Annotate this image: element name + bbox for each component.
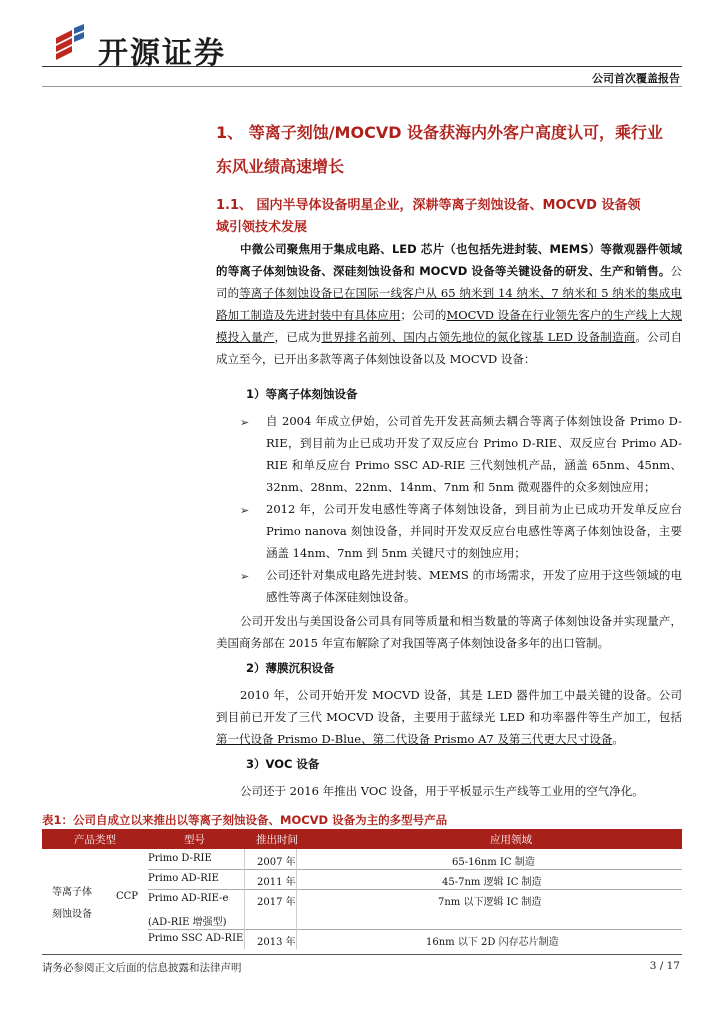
table-title: 表1：公司自成立以来推出以等离子刻蚀设备、MOCVD 设备为主的多型号产品 bbox=[42, 813, 448, 827]
subsection-title-line1: 1.1、 国内半导体设备明星企业，深耕等离子刻蚀设备、MOCVD 设备领 bbox=[216, 198, 641, 213]
footer-disclaimer: 请务必参阅正文后面的信息披露和法律声明 bbox=[42, 962, 242, 974]
bullet-item: 2012 年，公司开发电感性等离子体刻蚀设备，到目前为止已成功开发单反应台 Primo nanova 刻蚀设备，并同时开发双反应台电感性等离子体刻蚀设备，主要涵盖 14nm、7nm 到 5nm 关键尺寸的刻蚀应用； bbox=[266, 502, 682, 560]
table-cell-year: 2007 年 bbox=[257, 857, 296, 868]
header-divider-lower bbox=[42, 86, 682, 87]
film-underline: 第一代设备 Prismo D-Blue、第二代设备 Prismo A7 及第三代更大尺寸设备 bbox=[216, 732, 613, 746]
intro-bold: 中微公司聚焦用于集成电路、LED 芯片（也包括先进封装、MEMS）等微观器件领域的等离子体刻蚀设备、深硅刻蚀设备和 MOCVD 设备等关键设备的研发、生产和销售。 bbox=[216, 242, 682, 278]
brand-logo-icon bbox=[48, 24, 88, 64]
table-cell-model-note: (AD-RIE 增强型) bbox=[148, 917, 227, 928]
table-cell-model: Primo D-RIE bbox=[148, 853, 212, 864]
film-text: 。 bbox=[612, 732, 624, 746]
etch-closing-paragraph: 公司开发出与美国设备公司具有同等质量和相当数量的等离子体刻蚀设备并实现量产，美国商务部在 2015 年宣布解除了对我国等离子体刻蚀设备多年的出口管制。 bbox=[216, 614, 682, 650]
table-header-cell: 型号 bbox=[184, 834, 205, 846]
table-header bbox=[42, 829, 682, 849]
page-number: 3 / 17 bbox=[649, 960, 680, 972]
table-row-divider bbox=[148, 869, 682, 870]
film-text: 2010 年，公司开始开发 MOCVD 设备，其是 LED 器件加工中最关键的设备。公司到目前已开发了三代 MOCVD 设备，主要用于蓝绿光 LED 和功率器件等生产加工，包括 bbox=[216, 688, 682, 724]
table-cell-year: 2017 年 bbox=[257, 897, 296, 908]
intro-text: 公司的 bbox=[216, 264, 682, 300]
sub-heading-etch: 1）等离子体刻蚀设备 bbox=[246, 387, 358, 401]
intro-text: 。公司自成立至今，已开出多款等离子体刻蚀设备以及 MOCVD 设备： bbox=[216, 330, 683, 366]
intro-text: ，已成为 bbox=[274, 330, 322, 344]
header-divider bbox=[42, 66, 682, 67]
intro-underline: 等离子体刻蚀设备已在国际一线客户从 65 纳米到 14 纳米、7 纳米和 5 纳米的集成电路加工制造及先进封装中有具体应用 bbox=[216, 286, 682, 322]
table-body bbox=[42, 849, 682, 949]
intro-underline: MOCVD 设备在行业领先客户的生产线上大规模投入量产 bbox=[216, 308, 682, 344]
table-cell-app: 45-7nm 逻辑 IC 制造 bbox=[442, 877, 542, 888]
intro-paragraph bbox=[216, 238, 682, 370]
table-subgroup-label: CCP bbox=[116, 891, 139, 902]
table-group-label: 刻蚀设备 bbox=[52, 909, 92, 920]
bullet-arrow-icon: ➢ bbox=[240, 504, 250, 517]
bullet-arrow-icon: ➢ bbox=[240, 416, 250, 429]
intro-text: ；公司的 bbox=[400, 308, 447, 322]
table-cell-app: 65-16nm IC 制造 bbox=[452, 857, 535, 868]
table-header-cell: 产品类型 bbox=[74, 834, 116, 846]
footer-divider bbox=[42, 954, 682, 955]
table-cell-year: 2013 年 bbox=[257, 937, 296, 948]
sub-heading-film: 2）薄膜沉积设备 bbox=[246, 661, 335, 675]
table-cell-app: 7nm 以下逻辑 IC 制造 bbox=[438, 897, 542, 908]
table-cell-model: Primo AD-RIE-e bbox=[148, 893, 229, 904]
report-type: 公司首次覆盖报告 bbox=[592, 72, 680, 85]
sub-heading-voc: 3）VOC 设备 bbox=[246, 757, 320, 771]
table-col-divider bbox=[244, 849, 245, 949]
table-cell-year: 2011 年 bbox=[257, 877, 296, 888]
bullet-item: 自 2004 年成立伊始，公司首先开发甚高频去耦合等离子体刻蚀设备 Primo D-RIE，到目前为止已成功开发了双反应台 Primo D-RIE、双反应台 Primo AD-RIE 和单反应台 Primo SSC AD-RIE 三代刻蚀机产品，涵盖 65nm、45nm、32nm、28nm、22nm、14nm、7nm 和 5nm 微观器件的众多刻蚀应用； bbox=[266, 414, 682, 494]
table-header-cell: 应用领域 bbox=[490, 834, 532, 846]
table-header-cell: 推出时间 bbox=[256, 834, 298, 846]
table-row-divider bbox=[148, 889, 682, 890]
subsection-title-line2: 域引领技术发展 bbox=[216, 220, 308, 235]
voc-paragraph: 公司还于 2016 年推出 VOC 设备，用于平板显示生产线等工业用的空气净化。 bbox=[240, 784, 644, 798]
table-col-divider bbox=[296, 849, 297, 949]
section-title-line1: 1、 等离子刻蚀/MOCVD 设备获海内外客户高度认可，乘行业 bbox=[216, 123, 664, 142]
table-cell-model: Primo SSC AD-RIE bbox=[148, 933, 244, 944]
table-cell-model: Primo AD-RIE bbox=[148, 873, 219, 884]
brand-name: 开源证券 bbox=[98, 36, 226, 71]
table-row-divider bbox=[148, 929, 682, 930]
section-title-line2: 东风业绩高速增长 bbox=[216, 157, 345, 176]
table-group-label: 等离子体 bbox=[52, 887, 92, 898]
bullet-item: 公司还针对集成电路先进封装、MEMS 的市场需求，开发了应用于这些领域的电感性等离子体深硅刻蚀设备。 bbox=[266, 568, 682, 604]
bullet-arrow-icon: ➢ bbox=[240, 570, 250, 583]
film-paragraph bbox=[216, 684, 682, 750]
intro-underline: 世界排名前列、国内占领先地位的氮化镓基 LED 设备制造商 bbox=[321, 330, 636, 344]
table-cell-app: 16nm 以下 2D 闪存芯片制造 bbox=[426, 937, 559, 948]
